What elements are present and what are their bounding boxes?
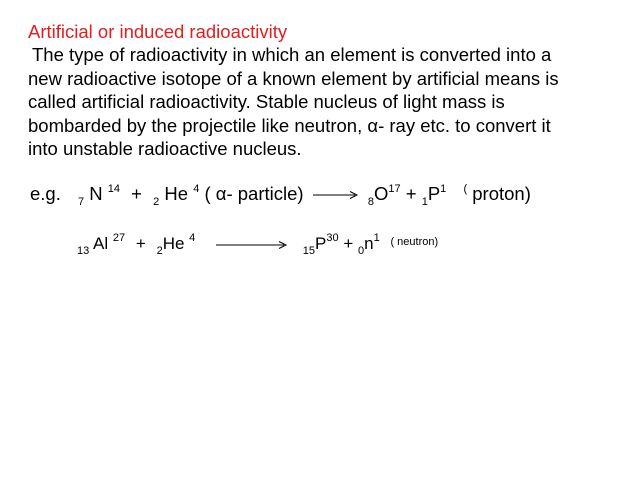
element-symbol: He [164,183,189,204]
plus-sign: + [343,234,354,253]
element-symbol: n [364,234,374,253]
plus-sign: + [135,234,146,253]
paragraph-line: called artificial radioactivity. Stable nucleus of light mass is [28,91,505,112]
reaction-arrow-icon [216,240,288,250]
paragraph-line: bombarded by the projectile like neutron, α- ray etc. to convert it [28,114,551,136]
paragraph-line: new radioactive isotope of a known element by artificial means is [28,67,559,89]
element-symbol: P [315,234,327,253]
note-open-paren: ( [463,183,468,195]
mass-number: 1 [440,183,447,195]
particle-note: ( neutron) [390,236,439,248]
example-prefix: e.g. [30,183,61,204]
element-symbol: Al [93,234,109,253]
slide-title: Artificial or induced radioactivity [28,21,288,42]
mass-number: 30 [326,232,339,244]
atomic-number: 2 [156,245,163,257]
mass-number: 1 [373,232,380,244]
mass-number: 14 [107,183,121,195]
plus-sign: + [131,183,142,204]
example-equation-1 [30,183,531,208]
definition-paragraph [28,43,628,161]
atomic-number: 1 [421,196,428,208]
element-symbol: He [162,234,185,253]
atomic-number: 0 [358,245,365,257]
mass-number: 27 [112,232,126,244]
atomic-number: 2 [153,196,160,208]
particle-note: proton) [472,183,531,204]
element-symbol: O [373,183,389,204]
atomic-number: 7 [78,196,85,208]
atomic-number: 15 [302,245,315,257]
paragraph-line: into unstable radioactive nucleus. [28,138,302,159]
plus-sign: + [405,183,417,204]
reaction-arrow-icon [313,190,359,200]
mass-number: 4 [189,232,196,244]
particle-note: ( α- particle) [204,183,304,204]
atomic-number: 8 [367,196,374,208]
mass-number: 4 [193,183,200,195]
paragraph-line: The type of radioactivity in which an element is converted into a [32,44,552,65]
mass-number: 17 [388,183,401,195]
example-equation-2 [77,232,438,257]
element-symbol: N [89,183,103,204]
atomic-number: 13 [77,245,90,257]
element-symbol: P [427,183,441,204]
